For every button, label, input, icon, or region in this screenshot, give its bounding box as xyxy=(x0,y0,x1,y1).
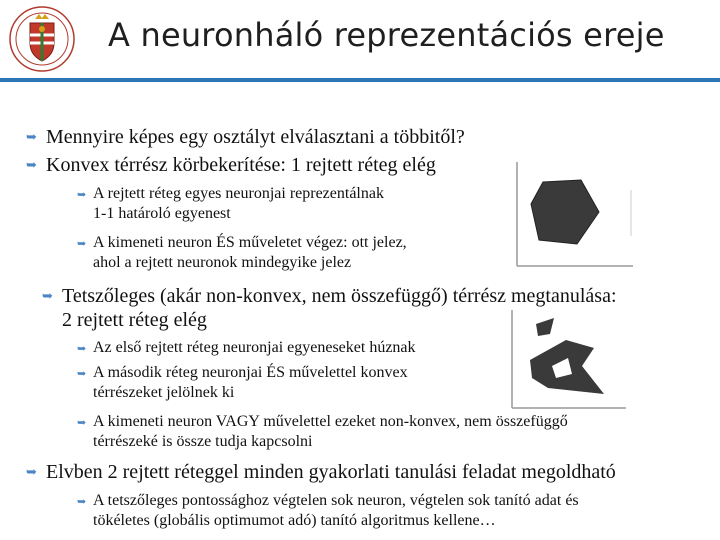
university-crest-icon xyxy=(8,5,76,73)
arrow-bullet-icon: ➥ xyxy=(77,343,87,355)
bullet-text-cont: ahol a rejtett neuronok mindegyike jelez xyxy=(93,254,352,271)
bullet-text-cont: térrészeket jelölnek ki xyxy=(93,384,235,401)
bullet-item xyxy=(26,125,465,149)
sub-bullet-item xyxy=(77,491,579,531)
bullet-text: Tetszőleges (akár non-konvex, nem összefüggő) térrész megtanulása: xyxy=(62,285,617,307)
arrow-bullet-icon: ➥ xyxy=(77,238,87,250)
bullet-text: Konvex térrész körbekerítése: 1 rejtett réteg elég xyxy=(46,154,436,176)
bullet-text: A kimeneti neuron ÉS műveletet végez: ott jelez, xyxy=(93,234,407,251)
header-divider xyxy=(0,78,720,82)
sub-bullet-item xyxy=(77,363,408,403)
arrow-bullet-icon: ➥ xyxy=(42,288,53,303)
slide-title: A neuronháló reprezentációs ereje xyxy=(108,16,665,54)
slide-header xyxy=(0,0,720,84)
arrow-bullet-icon: ➥ xyxy=(77,417,87,429)
arrow-bullet-icon: ➥ xyxy=(77,496,87,508)
bullet-text: Elvben 2 rejtett réteggel minden gyakorlati tanulási feladat megoldható xyxy=(46,461,616,483)
bullet-item xyxy=(26,153,436,177)
sub-bullet-item xyxy=(77,184,384,224)
convex-region-figure xyxy=(513,160,635,270)
arrow-bullet-icon: ➥ xyxy=(77,368,87,380)
arrow-bullet-icon: ➥ xyxy=(77,189,87,201)
sub-bullet-item xyxy=(77,338,416,358)
arrow-bullet-icon: ➥ xyxy=(26,157,37,172)
bullet-item xyxy=(26,460,616,484)
bullet-text: A második réteg neuronjai ÉS művelettel konvex xyxy=(93,364,408,381)
bullet-text: Mennyire képes egy osztályt elválasztani a többitől? xyxy=(46,126,465,148)
bullet-text: A kimeneti neuron VAGY művelettel ezeket non-konvex, nem összefüggő xyxy=(93,413,568,430)
bullet-text-cont: térrészeké is össze tudja kapcsolni xyxy=(93,433,313,450)
bullet-text: Az első rejtett réteg neuronjai egyeneseket húznak xyxy=(93,339,416,356)
arrow-bullet-icon: ➥ xyxy=(26,464,37,479)
arrow-bullet-icon: ➥ xyxy=(26,129,37,144)
bullet-text: A tetszőleges pontossághoz végtelen sok neuron, végtelen sok tanító adat és xyxy=(93,492,579,509)
sub-bullet-item xyxy=(77,233,407,273)
bullet-text-cont: 1-1 határoló egyenest xyxy=(93,205,231,222)
bullet-text: A rejtett réteg egyes neuronjai reprezentálnak xyxy=(93,185,384,202)
sub-bullet-item xyxy=(77,412,568,452)
nonconvex-regions-figure xyxy=(508,308,628,412)
bullet-text-cont: 2 rejtett réteg elég xyxy=(62,309,207,331)
bullet-text-cont: tökéletes (globális optimumot adó) tanító algoritmus kellene… xyxy=(93,512,496,529)
